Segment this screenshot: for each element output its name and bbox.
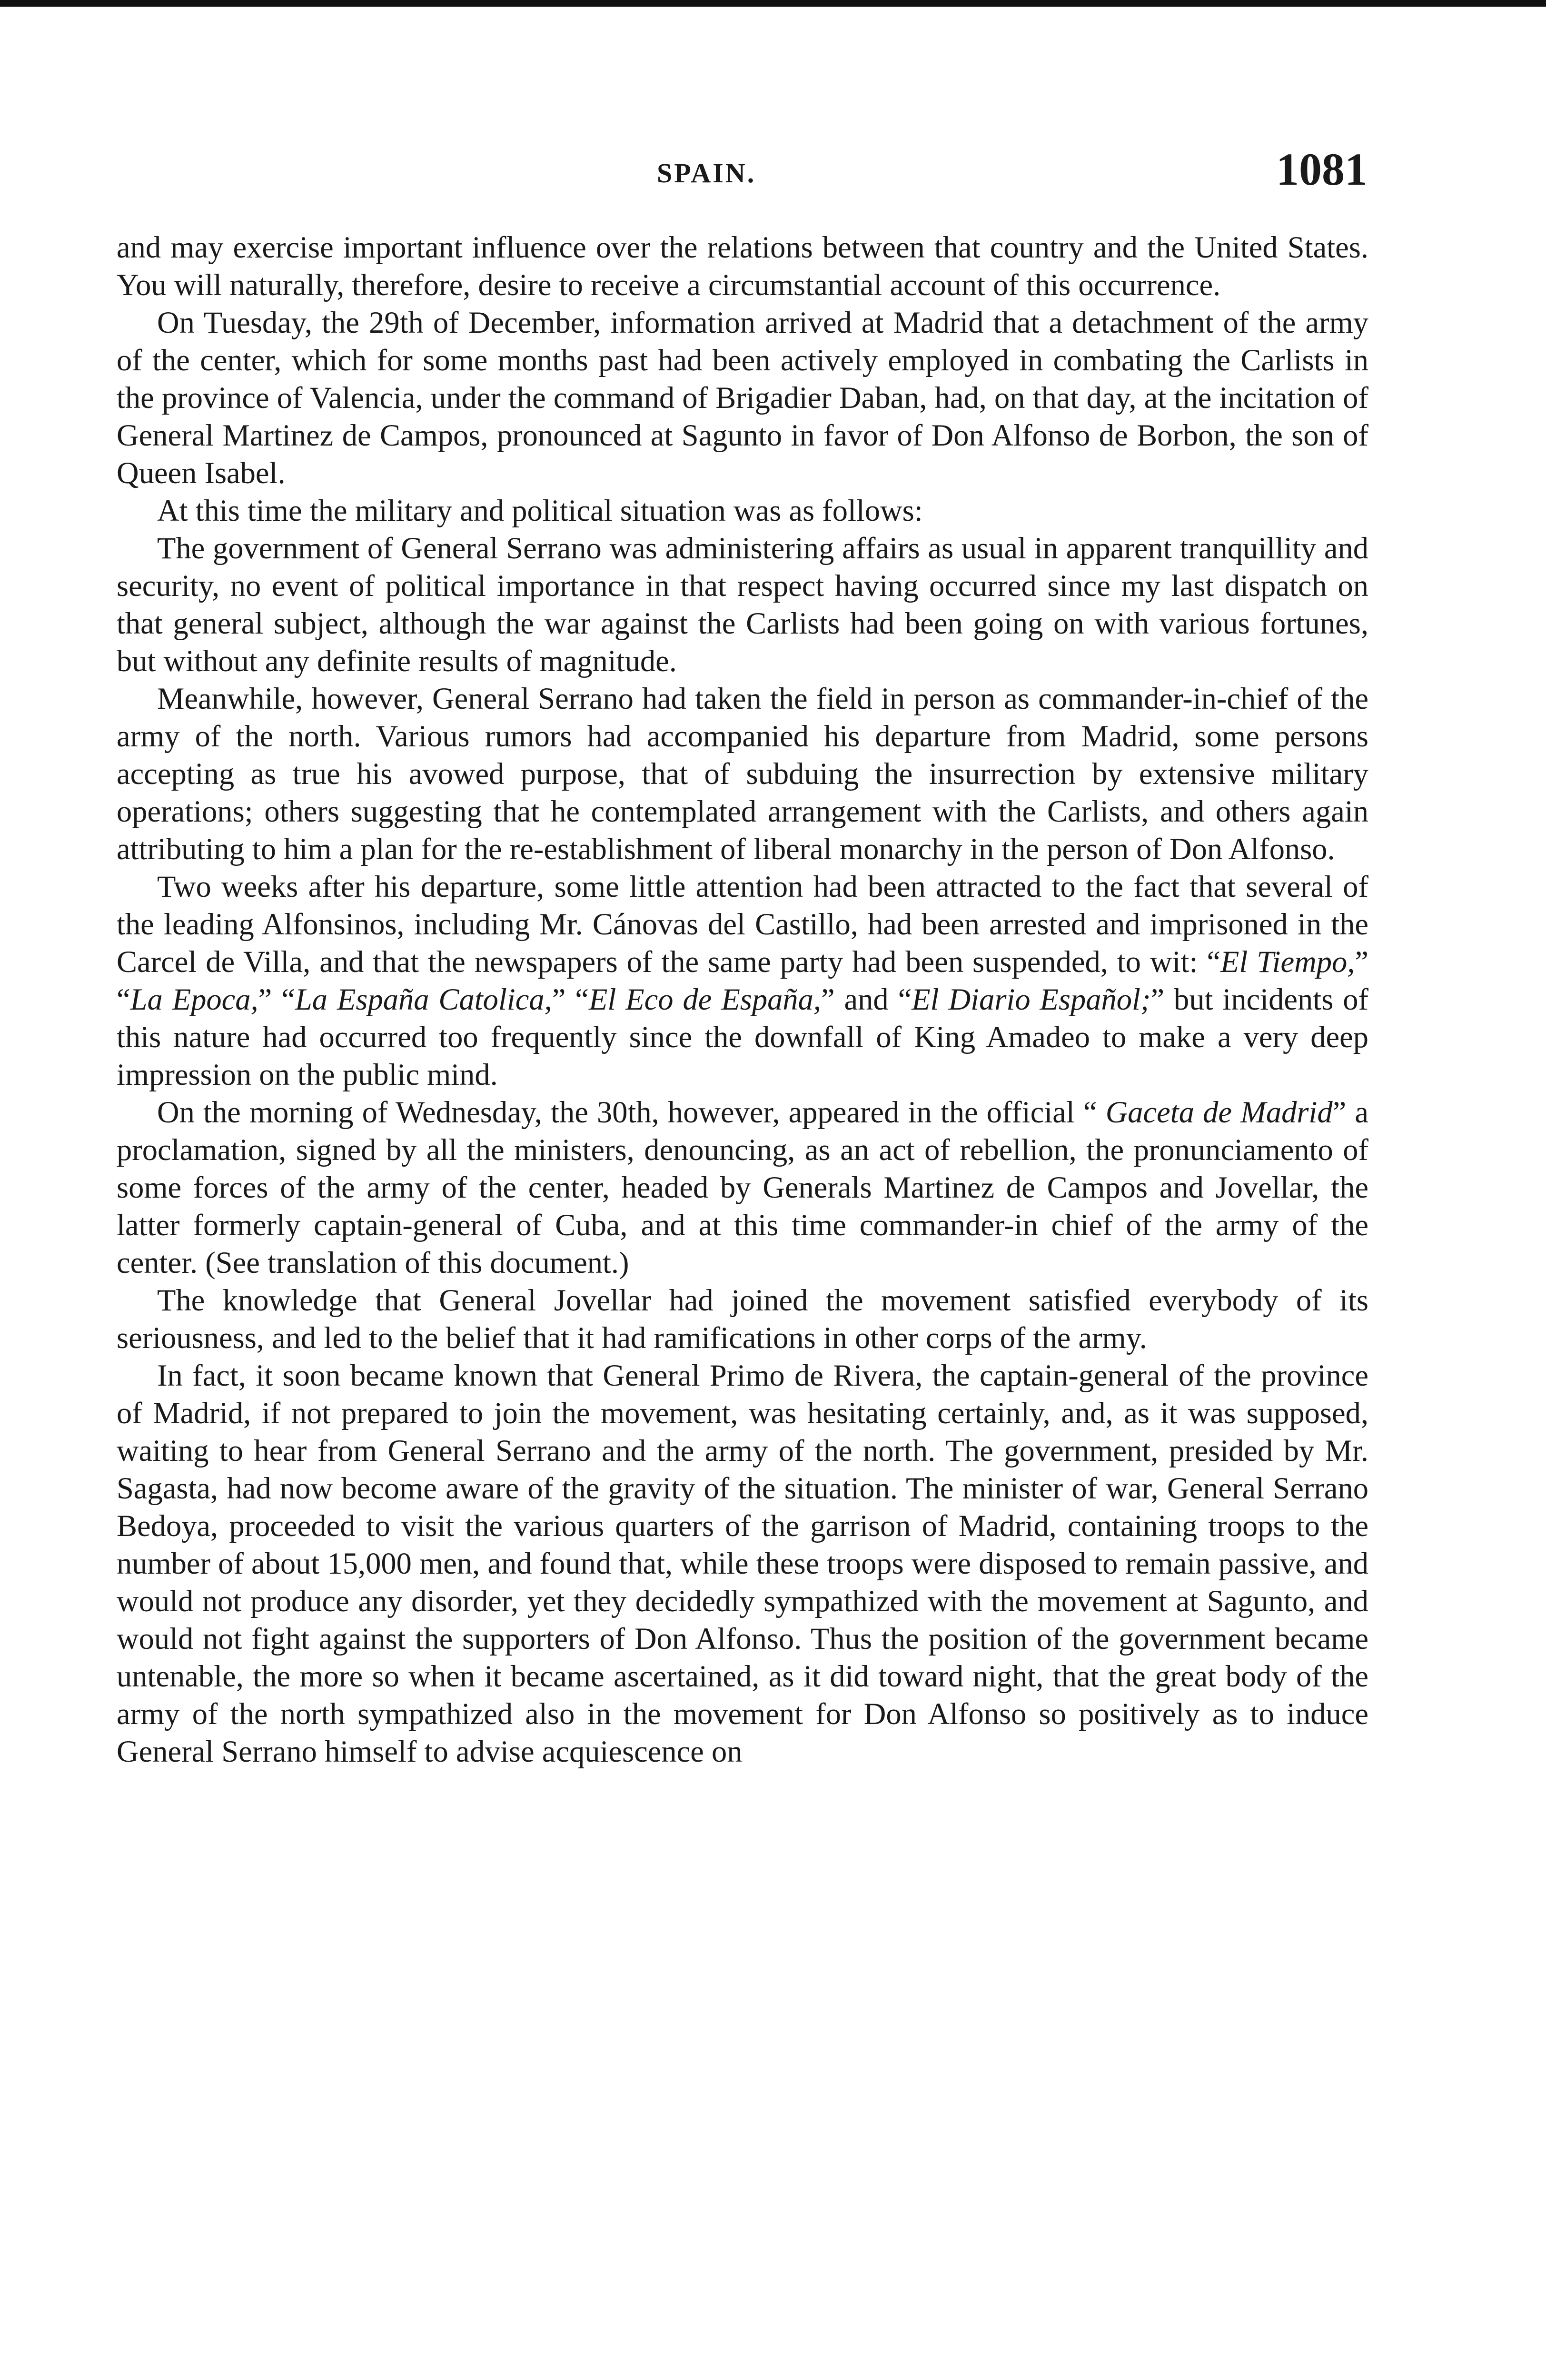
paragraph-5: Meanwhile, however, General Serrano had taken the field in person as commander-in-chief of the army of the north. Various rumors had accompanied his departure from Madrid, some persons accepting as true his avowed purpose, that of subduing the insurrection by extensive military operations; others suggesting that he contemplated arrangement with the Carlists, and others again attributing to him a plan for the re-establishment of liberal monarchy in the person of Don Alfonso.	[117, 682, 1368, 866]
paragraph-6-text-after: ” but incidents of this nature had occurred too frequently since the downfall of King Amadeo to make a very deep impression on the public mind.	[117, 982, 1368, 1091]
paragraph-7-text-after: ” a proclamation, signed by all the ministers, denouncing, as an act of rebellion, the pronunciamento of some forces of the army of the center, headed by Generals Martinez de Campos and Jovellar, the latter formerly captain-general of Cuba, and at this time commander-in chief of the army of the center. (See translation of this document.)	[117, 1095, 1368, 1279]
paragraph-3: At this time the military and political situation was as follows:	[157, 494, 923, 527]
paragraph-7	[117, 1093, 1368, 1281]
paragraph-2: On Tuesday, the 29th of December, information arrived at Madrid that a detachment of the army of the center, which for some months past had been actively employed in combating the Carlists in the province of Valencia, under the command of Brigadier Daban, had, on that day, at the incitation of General Martinez de Campos, pronounced at Sagunto in favor of Don Alfonso de Borbon, the son of Queen Isabel.	[117, 306, 1368, 490]
newspaper-separator-2: ” “	[258, 982, 295, 1016]
newspaper-separator-4: ” and “	[821, 982, 912, 1016]
paragraph-9: In fact, it soon became known that General Primo de Rivera, the captain-general of the province of Madrid, if not prepared to join the movement, was hesitating certainly, and, as it was supposed, waiting to hear from General Serrano and the army of the north. The government, presided by Mr. Sagasta, had now become aware of the gravity of the situation. The minister of war, General Serrano Bedoya, proceeded to visit the various quarters of the garrison of Madrid, containing troops to the number of about 15,000 men, and found that, while these troops were disposed to remain passive, and would not produce any disorder, yet they decidedly sympathized with the movement at Sagunto, and would not fight against the supporters of Don Alfonso. Thus the position of the government became untenable, the more so when it became ascertained, as it did toward night, that the great body of the army of the north sympathized also in the movement for Don Alfonso so positively as to induce General Serrano himself to advise acquiescence on	[117, 1359, 1368, 1768]
newspaper-title-3: La España Catolica,	[295, 982, 552, 1016]
paragraph-4: The government of General Serrano was administering affairs as usual in apparent tranquillity and security, no event of political importance in that respect having occurred since my last dispatch on that general subject, although the war against the Carlists had been going on with various fortunes, but without any definite results of magnitude.	[117, 531, 1368, 678]
newspaper-title-2: La Epoca,	[130, 982, 258, 1016]
paragraph-8: The knowledge that General Jovellar had joined the movement satisfied everybody of its seriousness, and led to the belief that it had ramifications in other corps of the army.	[117, 1283, 1368, 1355]
paragraph-6-text-before: Two weeks after his departure, some little attention had been attracted to the fact that several of the leading Alfonsinos, including Mr. Cánovas del Castillo, had been arrested and imprisoned in the Carcel de Villa, and that the newspapers of the same party had been suspended, to wit: “	[117, 870, 1368, 979]
paragraph-7-text-before: On the morning of Wednesday, the 30th, however, appeared in the official “	[157, 1095, 1106, 1129]
page-header	[0, 0, 1546, 238]
newspaper-title-4: El Eco de España,	[588, 982, 821, 1016]
body-text-column	[117, 228, 1368, 1770]
newspaper-title-1: El Tiempo,	[1220, 945, 1355, 979]
newspaper-title-5: El Diario Español;	[912, 982, 1151, 1016]
running-head: SPAIN.	[657, 158, 756, 188]
paragraph-6	[117, 868, 1368, 1093]
gazette-title: Gaceta de Madrid	[1105, 1095, 1333, 1129]
newspaper-separator-3: ” “	[552, 982, 589, 1016]
paragraph-1: and may exercise important influence over the relations between that country and the United States. You will naturally, therefore, desire to receive a circumstantial account of this occurrence.	[117, 230, 1368, 302]
newspaper-separator-1: ” “	[117, 945, 1368, 1016]
page-number: 1081	[1276, 144, 1368, 195]
